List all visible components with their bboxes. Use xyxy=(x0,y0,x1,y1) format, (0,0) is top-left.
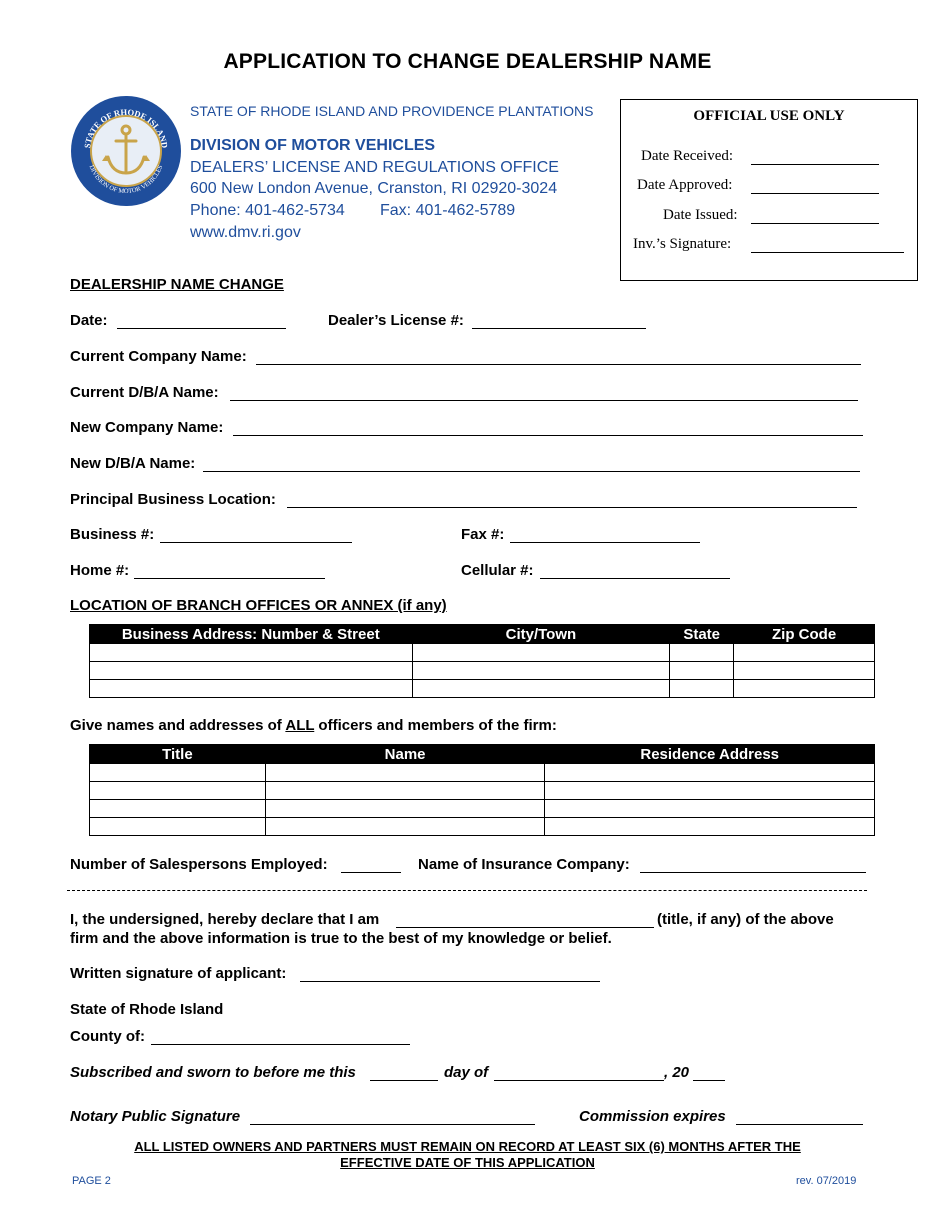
table-row xyxy=(90,818,875,836)
insurance-label: Name of Insurance Company: xyxy=(418,856,630,873)
residence-cell[interactable] xyxy=(545,782,875,800)
title-cell[interactable] xyxy=(90,782,266,800)
address-cell[interactable] xyxy=(90,644,413,662)
column-header-address: Business Address: Number & Street xyxy=(90,625,413,644)
section-heading-name-change: DEALERSHIP NAME CHANGE xyxy=(70,276,284,293)
city-cell[interactable] xyxy=(412,680,670,698)
inv-signature-field[interactable] xyxy=(751,252,904,253)
name-cell[interactable] xyxy=(265,818,545,836)
date-issued-label: Date Issued: xyxy=(663,207,738,223)
new-dba-label: New D/B/A Name: xyxy=(70,455,196,472)
sworn-day-of-label: day of xyxy=(444,1064,489,1081)
insurance-field[interactable] xyxy=(640,872,866,873)
new-company-field[interactable] xyxy=(233,435,863,436)
new-company-label: New Company Name: xyxy=(70,419,224,436)
fax-number-label: Fax #: xyxy=(461,526,505,543)
city-cell[interactable] xyxy=(412,644,670,662)
svg-text:STATE OF RHODE ISLAND: STATE OF RHODE ISLAND xyxy=(82,106,170,149)
current-dba-label: Current D/B/A Name: xyxy=(70,384,219,401)
column-header-title: Title xyxy=(90,745,266,764)
declaration-line1-post: (title, if any) of the above xyxy=(657,911,834,928)
officers-table xyxy=(89,744,875,836)
home-number-field[interactable] xyxy=(134,578,325,579)
column-header-zip: Zip Code xyxy=(734,625,875,644)
commission-expires-field[interactable] xyxy=(736,1124,863,1125)
residence-cell[interactable] xyxy=(545,800,875,818)
dealer-license-field[interactable] xyxy=(472,328,646,329)
branch-offices-table xyxy=(89,624,875,698)
table-row xyxy=(90,644,875,662)
date-label: Date: xyxy=(70,312,108,329)
state-seal-logo xyxy=(70,95,182,207)
state-cell[interactable] xyxy=(670,662,734,680)
home-number-label: Home #: xyxy=(70,562,130,579)
current-company-field[interactable] xyxy=(256,364,861,365)
declaration-line2: firm and the above information is true to the best of my knowledge or belief. xyxy=(70,930,612,947)
current-company-label: Current Company Name: xyxy=(70,348,247,365)
column-header-residence: Residence Address xyxy=(545,745,875,764)
header-address: 600 New London Avenue, Cranston, RI 02920-3024 xyxy=(190,180,558,197)
header-division: DIVISION OF MOTOR VEHICLES xyxy=(190,137,436,154)
title-cell[interactable] xyxy=(90,818,266,836)
city-cell[interactable] xyxy=(412,662,670,680)
residence-cell[interactable] xyxy=(545,764,875,782)
notice-line2: EFFECTIVE DATE OF THIS APPLICATION xyxy=(340,1155,595,1170)
header-office: DEALERS’ LICENSE AND REGULATIONS OFFICE xyxy=(190,159,559,176)
title-cell[interactable] xyxy=(90,800,266,818)
officers-intro xyxy=(70,717,557,734)
applicant-signature-label: Written signature of applicant: xyxy=(70,965,287,982)
inv-signature-label: Inv.’s Signature: xyxy=(633,236,732,252)
table-row xyxy=(90,662,875,680)
header-state: STATE OF RHODE ISLAND AND PROVIDENCE PLANTATIONS xyxy=(190,103,594,119)
address-cell[interactable] xyxy=(90,662,413,680)
table-row xyxy=(90,680,875,698)
section-heading-branch-offices: LOCATION OF BRANCH OFFICES OR ANNEX (if any) xyxy=(70,597,447,614)
table-row xyxy=(90,782,875,800)
date-received-label: Date Received: xyxy=(641,148,734,164)
zip-cell[interactable] xyxy=(734,680,875,698)
column-header-city: City/Town xyxy=(412,625,670,644)
header-website[interactable]: www.dmv.ri.gov xyxy=(190,224,301,241)
county-field[interactable] xyxy=(151,1044,410,1045)
officers-intro-pre: Give names and addresses of xyxy=(70,717,286,734)
column-header-name: Name xyxy=(265,745,545,764)
state-label: State of Rhode Island xyxy=(70,1001,224,1018)
cellular-number-label: Cellular #: xyxy=(461,562,534,579)
notary-signature-label: Notary Public Signature xyxy=(70,1108,241,1125)
sworn-label: Subscribed and sworn to before me this xyxy=(70,1064,356,1081)
header-phone: Phone: 401-462-5734 xyxy=(190,202,345,219)
official-use-box xyxy=(620,99,918,281)
page-title: APPLICATION TO CHANGE DEALERSHIP NAME xyxy=(223,50,712,73)
declaration-line1-pre: I, the undersigned, hereby declare that I am xyxy=(70,911,380,928)
name-cell[interactable] xyxy=(265,782,545,800)
officers-intro-all: ALL xyxy=(285,717,315,734)
svg-text:DIVISION OF MOTOR VEHICLES: DIVISION OF MOTOR VEHICLES xyxy=(87,164,165,196)
applicant-signature-field[interactable] xyxy=(300,981,600,982)
business-number-label: Business #: xyxy=(70,526,155,543)
dealer-license-label: Dealer’s License #: xyxy=(328,312,464,329)
state-cell[interactable] xyxy=(670,644,734,662)
table-row xyxy=(90,800,875,818)
title-cell[interactable] xyxy=(90,764,266,782)
commission-expires-label: Commission expires xyxy=(579,1108,726,1125)
name-cell[interactable] xyxy=(265,764,545,782)
residence-cell[interactable] xyxy=(545,818,875,836)
official-use-heading: OFFICIAL USE ONLY xyxy=(693,108,845,124)
county-label: County of: xyxy=(70,1028,145,1045)
sworn-month-field[interactable] xyxy=(494,1080,664,1081)
state-cell[interactable] xyxy=(670,680,734,698)
sworn-year-label: , 20 xyxy=(664,1064,690,1081)
column-header-state: State xyxy=(670,625,734,644)
declarant-title-field[interactable] xyxy=(396,927,654,928)
principal-location-label: Principal Business Location: xyxy=(70,491,276,508)
notary-signature-field[interactable] xyxy=(250,1124,535,1125)
current-dba-field[interactable] xyxy=(230,400,858,401)
zip-cell[interactable] xyxy=(734,644,875,662)
date-field[interactable] xyxy=(117,328,286,329)
address-cell[interactable] xyxy=(90,680,413,698)
principal-location-field[interactable] xyxy=(287,507,857,508)
business-number-field[interactable] xyxy=(160,542,352,543)
date-received-field[interactable] xyxy=(751,164,879,165)
date-approved-label: Date Approved: xyxy=(637,177,733,193)
revision-label: rev. 07/2019 xyxy=(796,1175,857,1187)
date-issued-field[interactable] xyxy=(751,223,879,224)
salespersons-label: Number of Salespersons Employed: xyxy=(70,856,328,873)
sworn-day-field[interactable] xyxy=(370,1080,438,1081)
fax-number-field[interactable] xyxy=(510,542,700,543)
sworn-year-field[interactable] xyxy=(693,1080,725,1081)
officers-intro-post: officers and members of the firm: xyxy=(314,717,557,734)
cellular-number-field[interactable] xyxy=(540,578,730,579)
date-approved-field[interactable] xyxy=(751,193,879,194)
notice-line1: ALL LISTED OWNERS AND PARTNERS MUST REMAIN ON RECORD AT LEAST SIX (6) MONTHS AFTER THE xyxy=(134,1139,801,1154)
page-number: PAGE 2 xyxy=(72,1175,111,1187)
header-fax: Fax: 401-462-5789 xyxy=(380,202,516,219)
name-cell[interactable] xyxy=(265,800,545,818)
dashed-divider xyxy=(67,890,867,891)
zip-cell[interactable] xyxy=(734,662,875,680)
table-row xyxy=(90,764,875,782)
salespersons-field[interactable] xyxy=(341,872,401,873)
new-dba-field[interactable] xyxy=(203,471,860,472)
